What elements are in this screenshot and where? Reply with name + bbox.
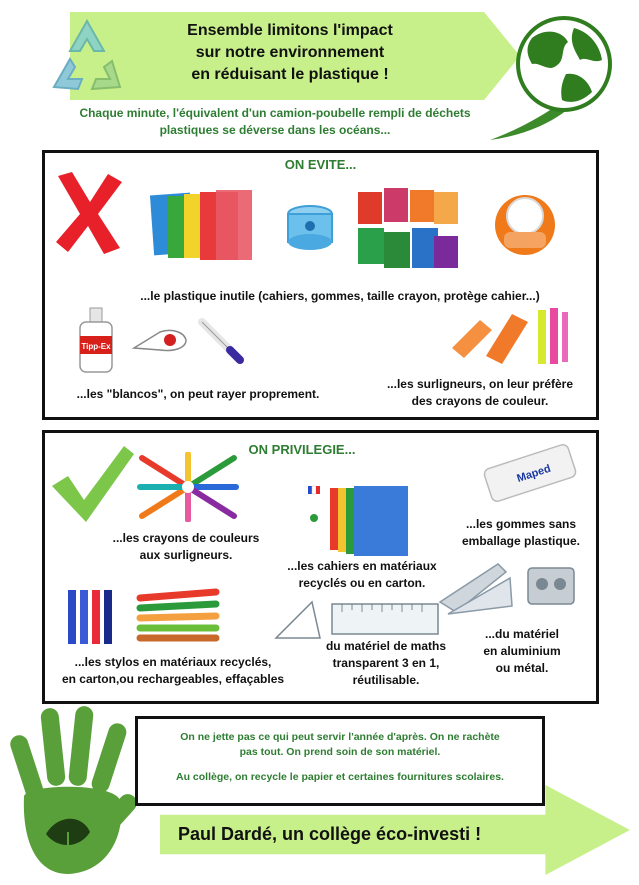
privilegie-caption-cahiers [262,558,462,592]
highlighters-image [446,304,576,370]
evite-caption-surligneurs-line-2: des crayons de couleur. [411,394,549,408]
privilegie-caption-cahiers-line-2: recyclés ou en carton. [298,576,426,590]
correction-tape-image [130,322,190,358]
subtitle [40,105,510,139]
privilegie-caption-maths-line-2: transparent 3 en 1, [332,656,440,670]
red-cross-icon [50,170,128,256]
eraser-brand-label: Maped [515,462,553,485]
header-title-line-2: sur notre environnement [195,44,385,61]
subtitle-line-2: plastiques se déverse dans les océans... [159,123,391,137]
plastic-notebooks-image [146,186,256,270]
aluminium-tools-image [436,554,582,628]
cardboard-pencils-image [134,584,222,644]
privilegie-caption-gommes [436,516,606,550]
header-title-line-3: en réduisant le plastique ! [191,66,389,83]
privilegie-caption-stylos-line-1: ...les stylos en matériaux recyclés, [74,655,272,669]
privilegie-caption-alu-line-2: en aluminium [483,644,561,658]
privilegie-caption-maths-line-1: du matériel de maths [325,639,447,653]
note-line-2: pas tout. On prend soin de son matériel. [239,746,441,758]
privilegie-caption-crayons [96,530,276,564]
evite-caption-surligneurs-line-1: ...les surligneurs, on leur préfère [386,377,574,391]
correction-pen-image [196,316,246,366]
evite-caption-blancos: ...les "blancos", on peut rayer proprement. [76,387,320,401]
pencil-sharpener-image [282,200,338,256]
eraser-sharpener-image [490,190,560,260]
privilegie-title: ON PRIVILEGIE... [248,442,356,457]
green-hand-icon [8,704,148,880]
privilegie-caption-crayons-line-1: ...les crayons de couleurs [112,531,260,545]
evite-caption-plastique: ...le plastique inutile (cahiers, gommes, taille crayon, protège cahier...) [140,289,540,303]
book-covers-image [354,186,464,276]
footer-slogan: Paul Dardé, un collège éco-investi ! [178,824,482,844]
privilegie-caption-alu-line-1: ...du matériel [484,627,560,641]
recycled-notebooks-image [302,482,412,558]
privilegie-caption-maths [306,638,466,689]
eraser-image [476,440,584,506]
colored-pencils-image [136,452,240,522]
header-title [110,20,470,86]
header-title-line-1: Ensemble limitons l'impact [187,22,393,39]
privilegie-caption-stylos [48,654,298,688]
subtitle-line-1: Chaque minute, l'équivalent d'un camion-poubelle rempli de déchets [79,106,471,120]
note-text [140,730,540,785]
privilegie-caption-cahiers-line-1: ...les cahiers en matériaux [287,559,437,573]
pens-image [62,584,124,648]
privilegie-caption-maths-line-3: réutilisable. [352,673,420,687]
evite-caption-surligneurs [370,376,590,410]
evite-title: ON EVITE... [284,157,357,172]
privilegie-caption-alu [472,626,572,677]
privilegie-caption-gommes-line-1: ...les gommes sans [465,517,577,531]
privilegie-caption-crayons-line-2: aux surligneurs. [139,548,233,562]
privilegie-caption-stylos-line-2: en carton,ou rechargeables, effaçables [61,672,285,686]
correction-fluid-image [72,306,120,376]
tippex-label: Tipp-Ex [81,342,111,351]
privilegie-caption-alu-line-3: ou métal. [495,661,549,675]
note-line-1: On ne jette pas ce qui peut servir l'année d'après. On ne rachète [180,731,500,743]
note-line-3: Au collège, on recycle le papier et certaines fournitures scolaires. [176,771,504,783]
privilegie-caption-gommes-line-2: emballage plastique. [461,534,581,548]
green-check-icon [48,442,136,526]
